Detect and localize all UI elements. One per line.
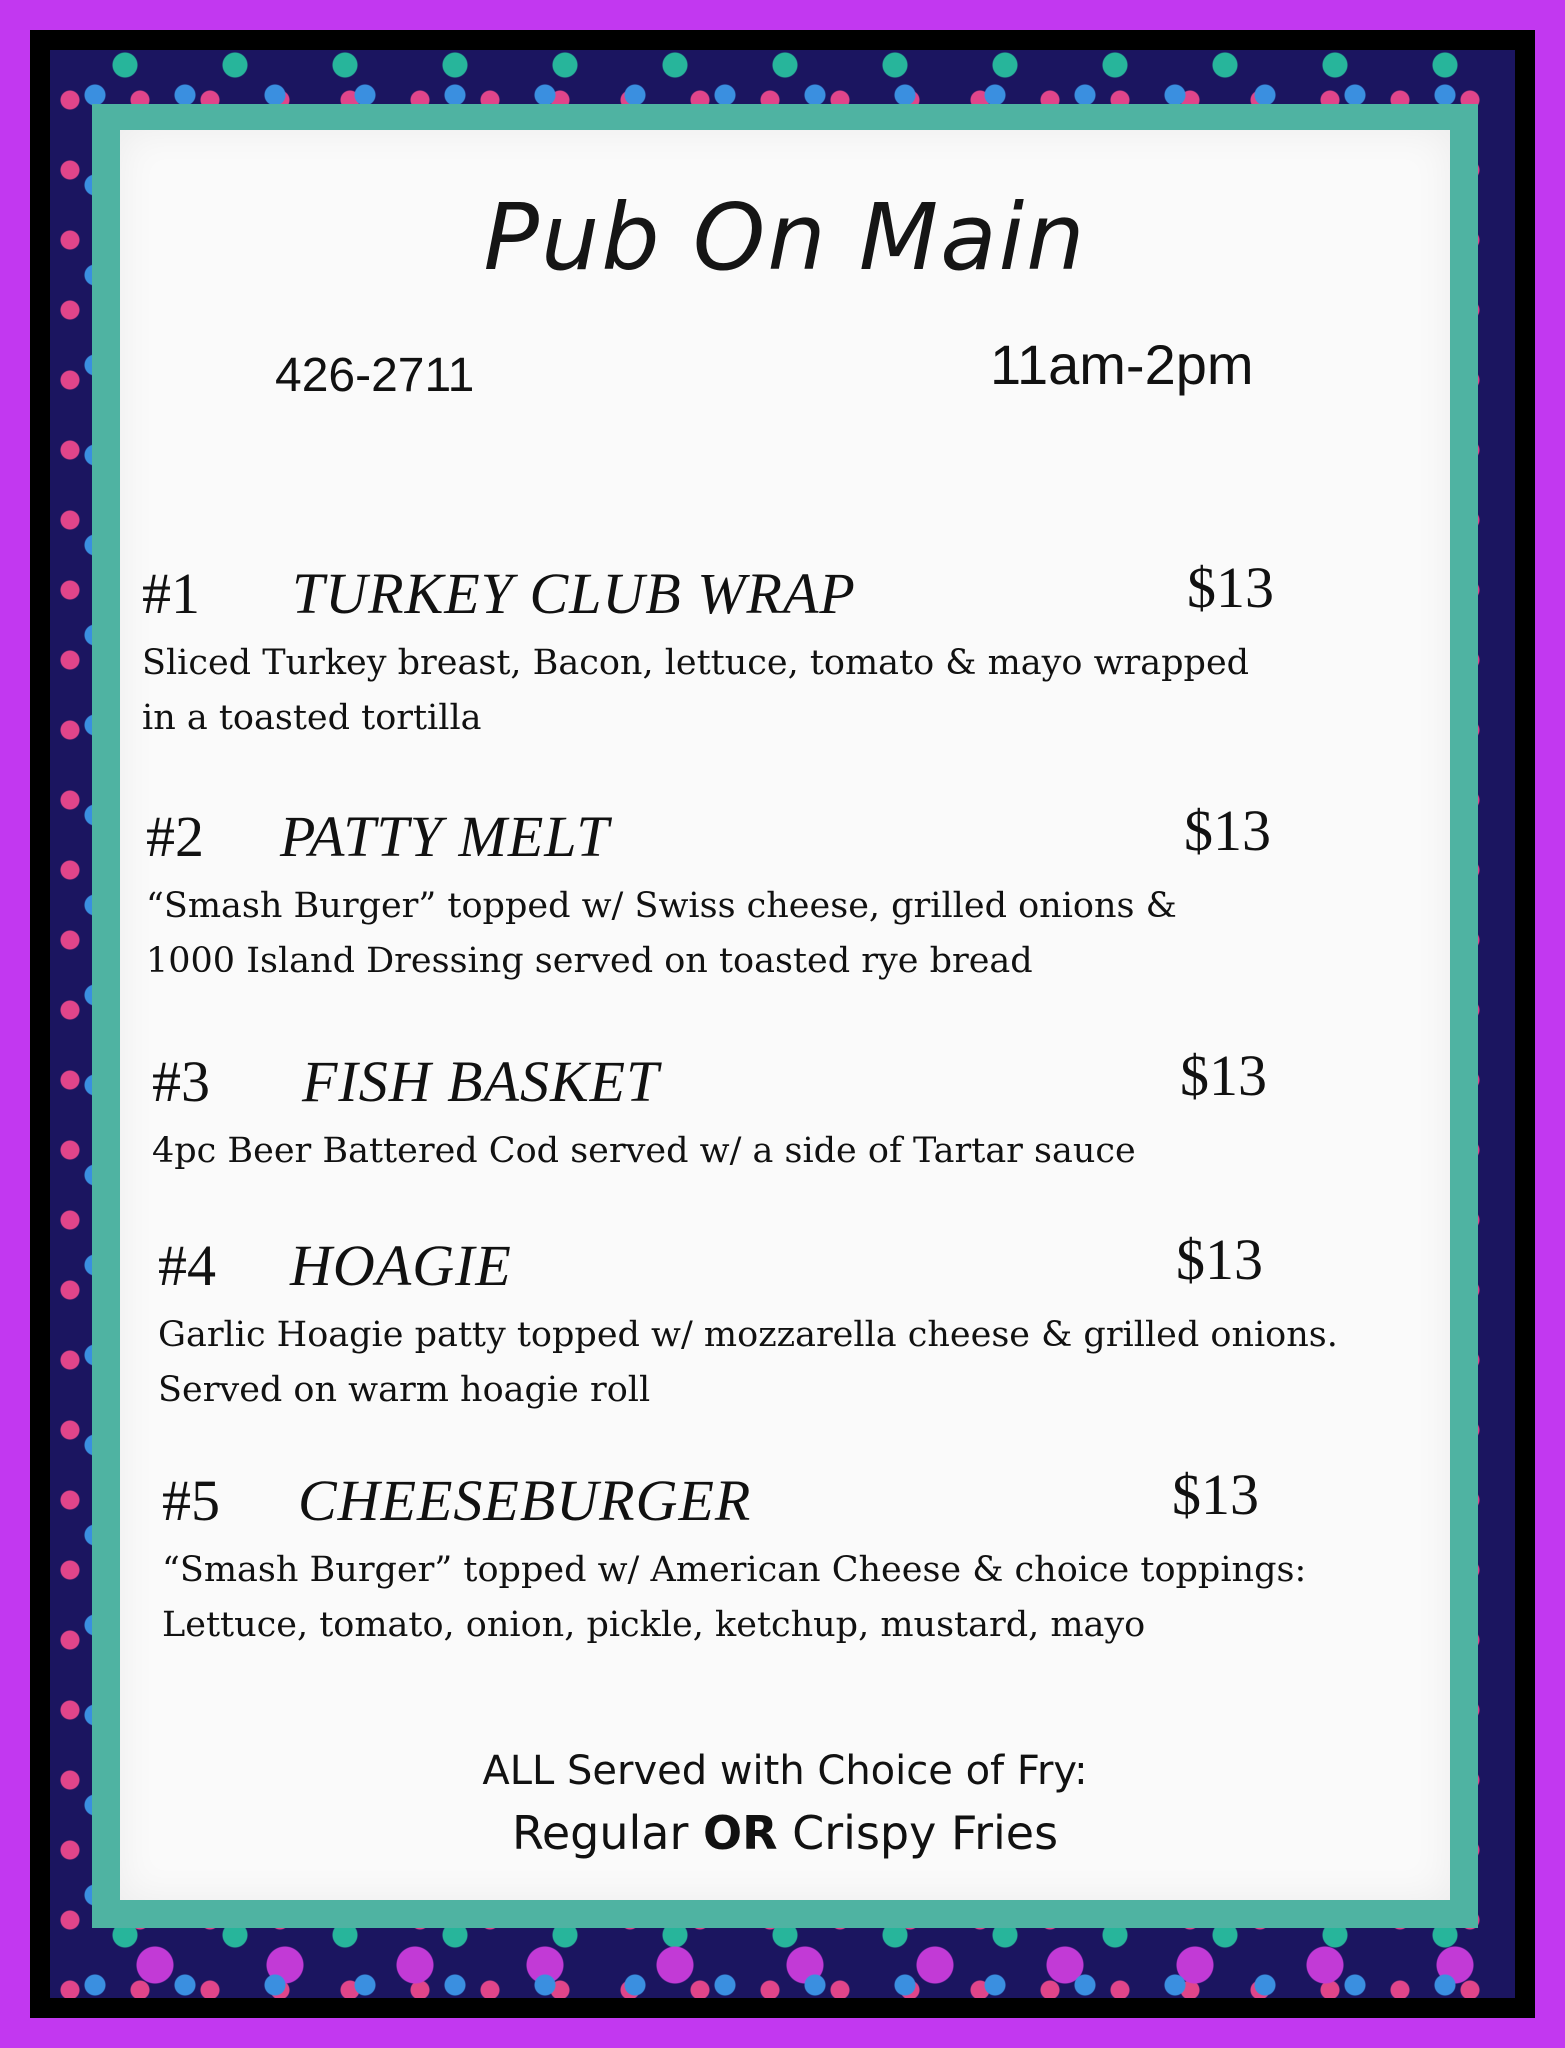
fries-note: ALL Served with Choice of Fry:	[482, 1748, 1088, 1794]
menu-title: Pub On Main	[483, 184, 1087, 291]
item-name: HOAGIE	[290, 1233, 512, 1298]
item-number: #2	[146, 804, 204, 869]
item-price: $13	[1176, 1227, 1263, 1292]
item-description-line: Served on warm hoagie roll	[158, 1370, 651, 1410]
item-description-line: in a toasted tortilla	[142, 698, 482, 738]
fries-crispy: Crispy Fries	[777, 1806, 1059, 1860]
item-description-line: “Smash Burger” topped w/ American Cheese & choice toppings:	[162, 1550, 1307, 1590]
item-name: TURKEY CLUB WRAP	[292, 561, 856, 626]
menu-sheet	[120, 130, 1450, 1900]
item-price: $13	[1184, 798, 1271, 863]
item-price: $13	[1187, 555, 1274, 620]
item-name: CHEESEBURGER	[298, 1468, 752, 1533]
item-number: #3	[152, 1049, 210, 1114]
item-description-line: Garlic Hoagie patty topped w/ mozzarella cheese & grilled onions.	[158, 1315, 1338, 1355]
item-description-line: 1000 Island Dressing served on toasted rye bread	[146, 941, 1033, 981]
fries-options	[120, 1806, 1450, 1860]
item-description-line: Lettuce, tomato, onion, pickle, ketchup, mustard, mayo	[162, 1605, 1146, 1645]
fries-regular: Regular	[511, 1806, 703, 1860]
item-number: #1	[142, 561, 200, 626]
menu-item	[158, 1227, 1408, 1418]
fries-or: OR	[703, 1806, 778, 1860]
item-description-line: Sliced Turkey breast, Bacon, lettuce, tomato & mayo wrapped	[142, 643, 1250, 683]
item-name: FISH BASKET	[302, 1049, 660, 1114]
item-description-line: “Smash Burger” topped w/ Swiss cheese, grilled onions &	[146, 886, 1177, 926]
item-description-line: 4pc Beer Battered Cod served w/ a side of Tartar sauce	[152, 1131, 1136, 1171]
menu-item	[162, 1462, 1412, 1653]
menu-item	[152, 1043, 1402, 1179]
item-number: #4	[158, 1233, 216, 1298]
item-number: #5	[162, 1468, 220, 1533]
opening-hours: 11am-2pm	[990, 333, 1254, 396]
menu-item	[142, 555, 1392, 746]
item-name: PATTY MELT	[280, 804, 610, 869]
phone-number: 426-2711	[275, 349, 475, 402]
item-price: $13	[1180, 1043, 1267, 1108]
item-price: $13	[1172, 1462, 1259, 1527]
menu-item	[146, 798, 1396, 989]
